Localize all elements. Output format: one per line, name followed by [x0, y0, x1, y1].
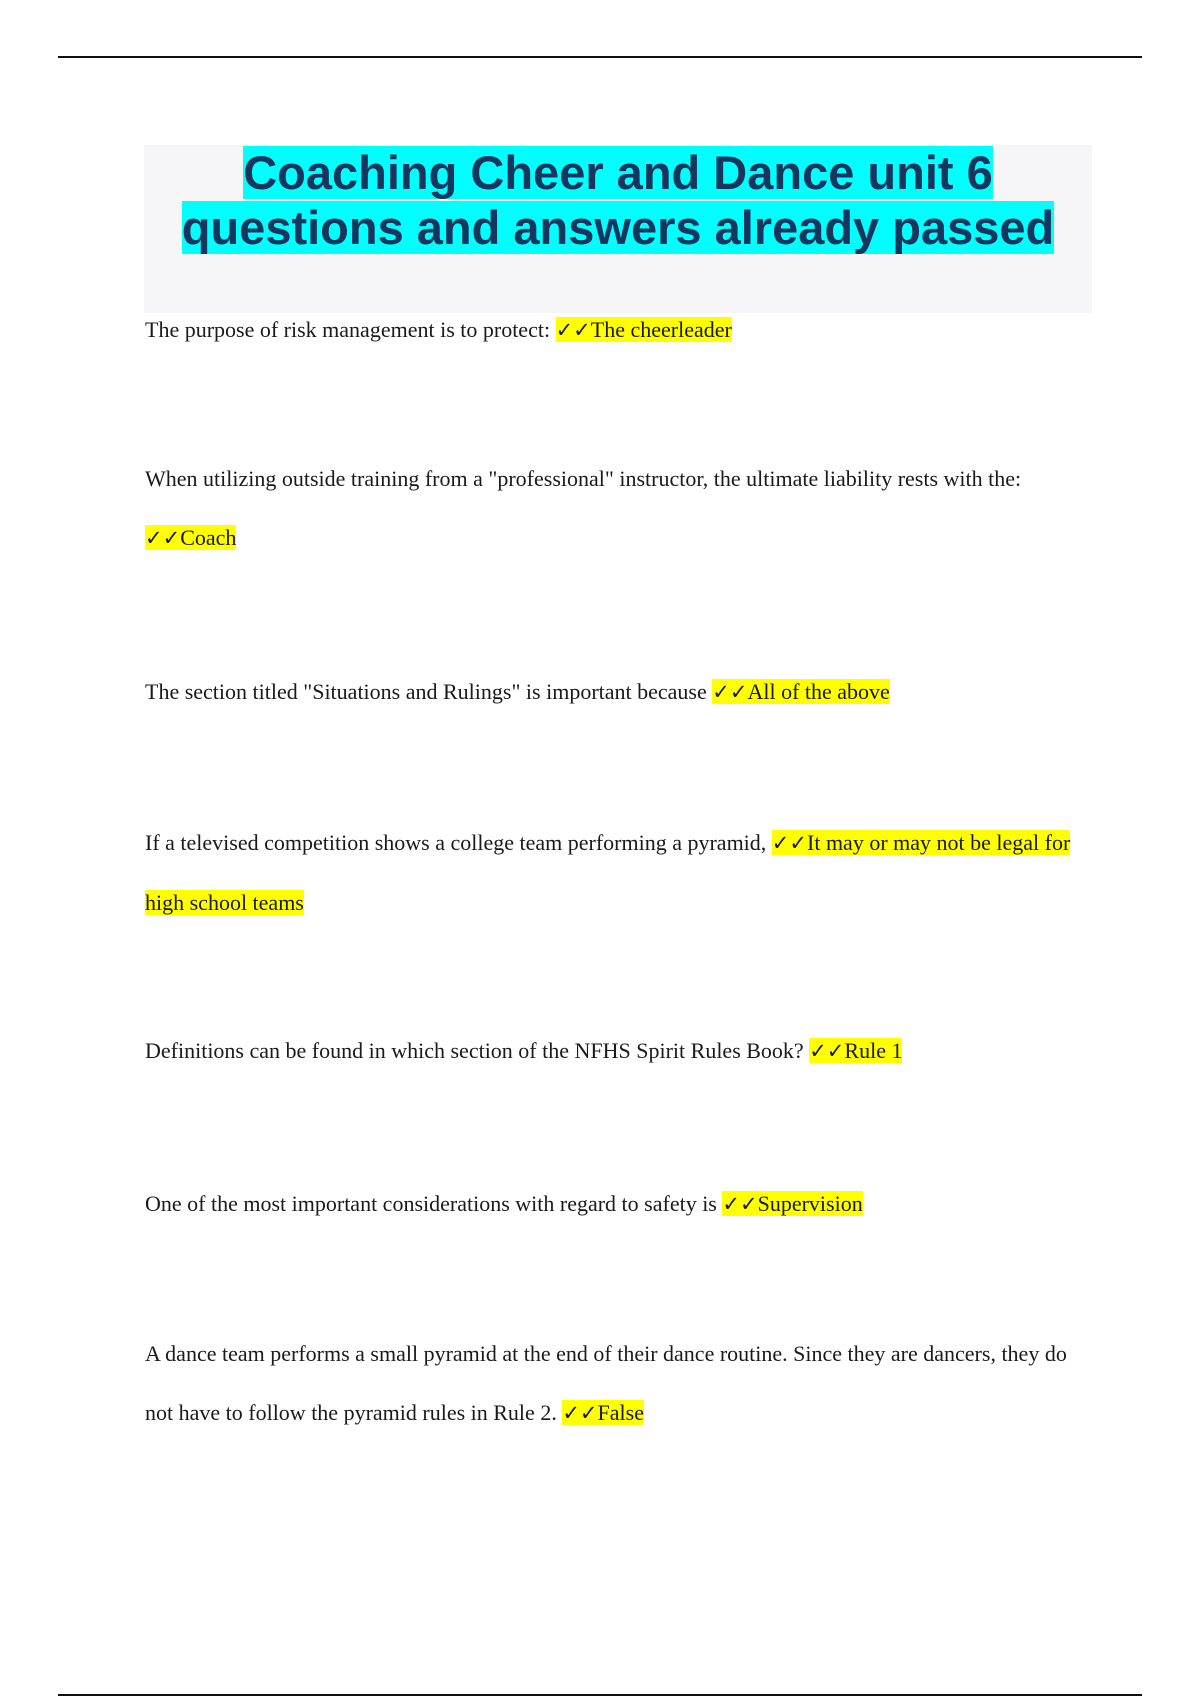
qa-item-6: [145, 1174, 1095, 1234]
qa-item-4: [145, 813, 1095, 932]
answer-highlight: [562, 1400, 644, 1425]
answer-text: False: [597, 1400, 644, 1425]
checkmark-icon: ✓✓: [771, 831, 807, 855]
question-text: The section titled "Situations and Rulings" is important because: [145, 679, 713, 704]
document-title: [144, 145, 1092, 255]
qa-item-3: [145, 662, 1095, 722]
title-line-1: Coaching Cheer and Dance unit 6: [243, 146, 993, 199]
page-top-rule: [58, 56, 1142, 58]
answer-highlight: [145, 525, 236, 550]
answer-text: All of the above: [747, 679, 890, 704]
title-block: [144, 145, 1092, 313]
checkmark-icon: ✓✓: [712, 680, 748, 704]
answer-text: It may or may not be legal for high school teams: [145, 830, 1071, 915]
answer-text: Coach: [180, 525, 237, 550]
question-text: A dance team performs a small pyramid at the end of their dance routine. Since they are dancers, they do not have to follow the pyramid rules in Rule 2.: [145, 1341, 1067, 1425]
checkmark-icon: ✓✓: [555, 318, 591, 342]
checkmark-icon: ✓✓: [562, 1401, 598, 1425]
answer-highlight: [712, 679, 890, 704]
page-bottom-rule: [58, 1694, 1142, 1696]
answer-text: Rule 1: [844, 1038, 903, 1063]
answer-text: The cheerleader: [590, 317, 732, 342]
qa-item-1: [145, 300, 1095, 360]
question-text: When utilizing outside training from a "professional" instructor, the ultimate liability rests with the:: [145, 466, 1022, 491]
checkmark-icon: ✓✓: [809, 1039, 845, 1063]
qa-item-7: [145, 1324, 1095, 1443]
qa-item-2: [145, 449, 1095, 568]
title-line-2: questions and answers already passed: [181, 201, 1055, 254]
question-text: If a televised competition shows a college team performing a pyramid,: [145, 830, 772, 855]
question-text: One of the most important considerations with regard to safety is: [145, 1191, 723, 1216]
qa-item-5: [145, 1021, 1095, 1081]
checkmark-icon: ✓✓: [145, 526, 181, 550]
answer-highlight: [556, 317, 732, 342]
answer-highlight: [809, 1038, 902, 1063]
checkmark-icon: ✓✓: [722, 1192, 758, 1216]
question-text: The purpose of risk management is to protect:: [145, 317, 556, 342]
question-text: Definitions can be found in which section of the NFHS Spirit Rules Book?: [145, 1038, 810, 1063]
answer-text: Supervision: [757, 1191, 863, 1216]
answer-highlight: [722, 1191, 862, 1216]
